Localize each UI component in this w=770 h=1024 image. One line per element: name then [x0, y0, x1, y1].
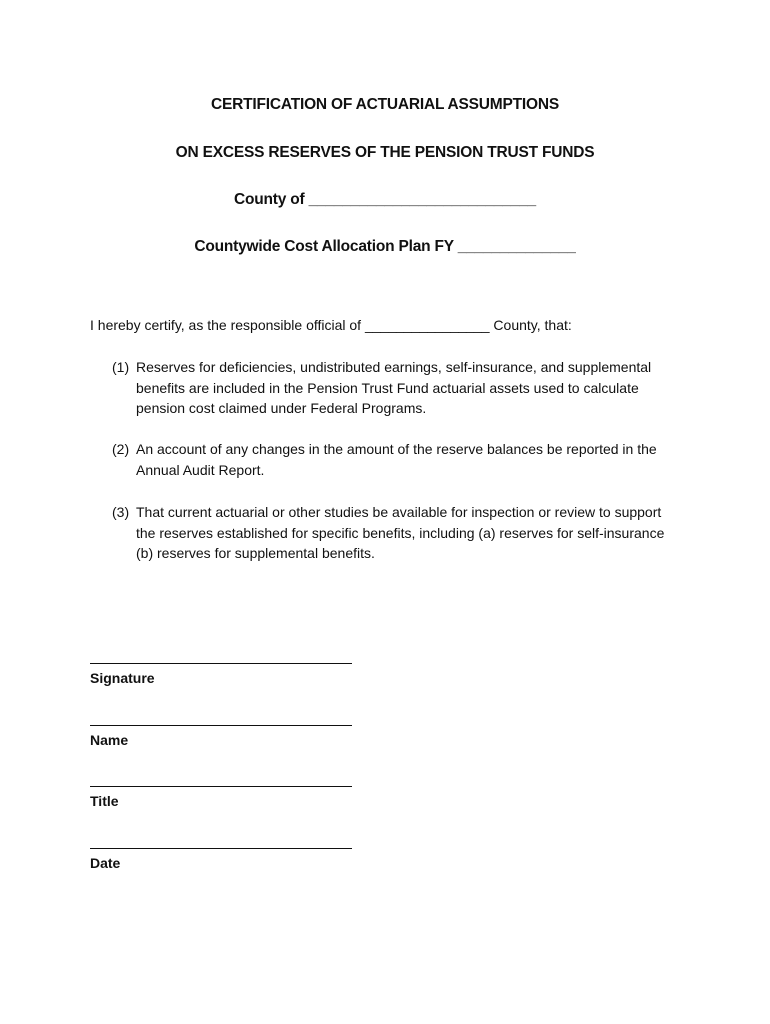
county-line: County of ___________________________ [234, 191, 536, 208]
list-item-text: An account of any changes in the amount of the reserve balances be reported in the Annual Audit Report. [136, 441, 657, 478]
title-field [90, 786, 352, 809]
signature-line[interactable] [90, 663, 352, 664]
list-item-number: (1) [112, 359, 130, 375]
document-subtitle: ON EXCESS RESERVES OF THE PENSION TRUST FUNDS [175, 144, 595, 161]
list-item-number: (3) [112, 504, 130, 520]
signature-label: Signature [90, 670, 155, 686]
list-item [112, 439, 682, 480]
document-title: CERTIFICATION OF ACTUARIAL ASSUMPTIONS [210, 96, 560, 113]
certification-intro: I hereby certify, as the responsible official of ________________ County, that: [90, 317, 572, 333]
plan-line: Countywide Cost Allocation Plan FY ______________ [194, 238, 576, 255]
list-item-text: That current actuarial or other studies be available for inspection or review to support the reserves established for specific benefits, including (a) reserves for self-insurance (b) reserves for supplemental benefits. [136, 504, 665, 561]
list-item-text: Reserves for deficiencies, undistributed earnings, self-insurance, and supplemental benefits are included in the Pension Trust Fund actuarial assets used to calculate pension cost claimed under Federal Programs. [136, 359, 652, 416]
signature-field [90, 663, 352, 686]
title-label: Title [90, 793, 119, 809]
list-item-number: (2) [112, 441, 130, 457]
date-field [90, 848, 352, 871]
name-label: Name [90, 732, 129, 748]
date-line[interactable] [90, 848, 352, 849]
list-item [112, 502, 682, 564]
name-field [90, 725, 352, 748]
title-line[interactable] [90, 786, 352, 787]
date-label: Date [90, 855, 121, 871]
name-line[interactable] [90, 725, 352, 726]
list-item [112, 357, 682, 419]
